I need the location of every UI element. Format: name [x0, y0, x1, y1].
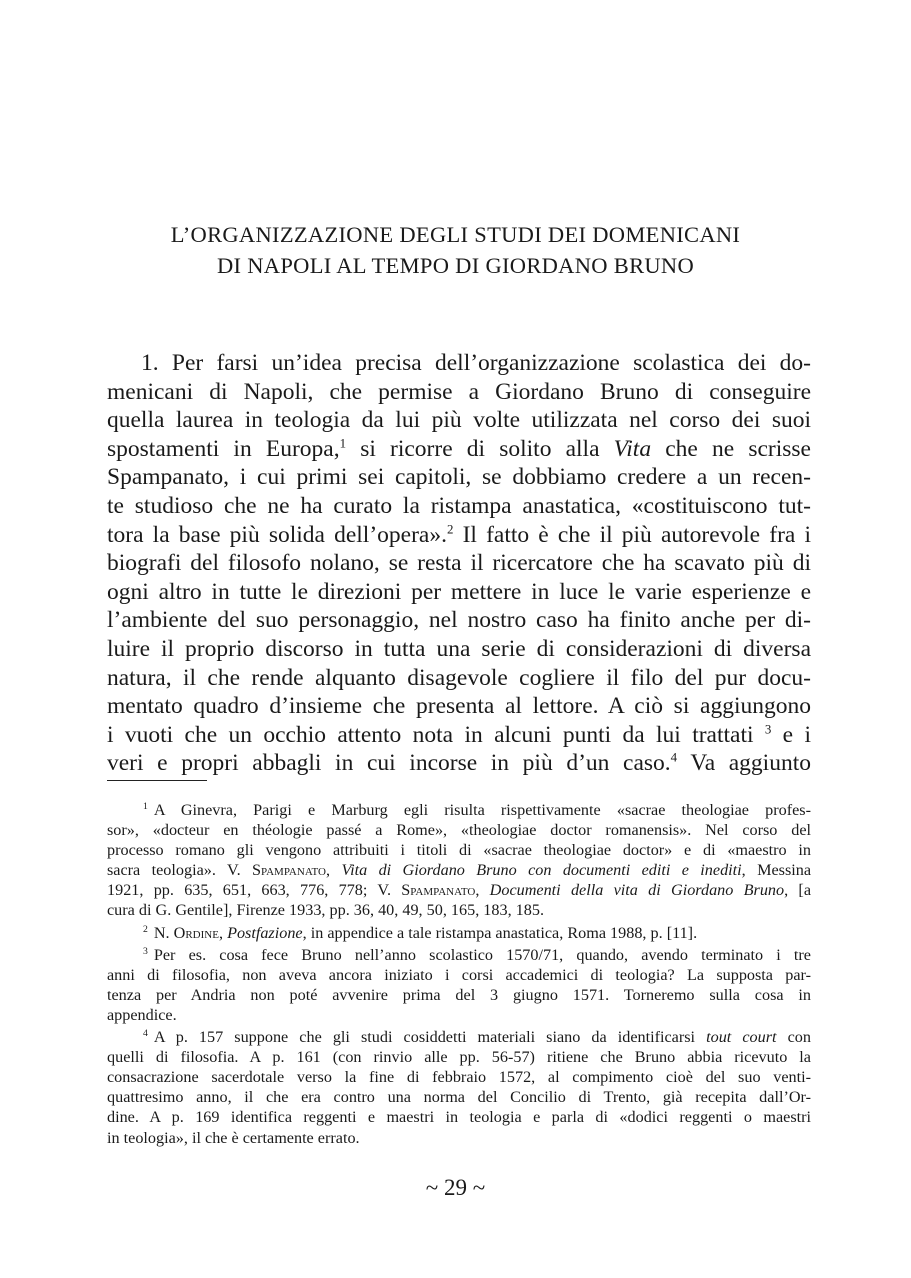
chapter-title	[100, 219, 811, 281]
footnote-line: cura di G. Gentile], Firenze 1933, pp. 36, 40, 49, 50, 165, 183, 185.	[107, 901, 544, 920]
body-line: l’ambiente del suo personaggio, nel nostro caso ha finito anche per di-	[107, 607, 811, 634]
footnote-line: quattresimo anno, il che era contro una norma del Concilio di Trento, già recepita dall’Or-	[107, 1088, 811, 1107]
page-number: ~ 29 ~	[425, 1175, 486, 1200]
body-line: ogni altro in tutte le direzioni per mettere in luce le varie esperienze e	[107, 578, 811, 605]
body-line: mentato quadro d’insieme che presenta al lettore. A ciò si aggiungono	[107, 693, 811, 720]
chapter-title-line-1: L’ORGANIZZAZIONE DEGLI STUDI DEI DOMENICANI	[170, 222, 741, 247]
footnote-line: appendice.	[107, 1005, 177, 1024]
footnote-line: processo romano gli vengono attribuiti i titoli di «sacrae theologiae doctor» e di «maestro in	[107, 841, 811, 860]
italic-text: Vita	[613, 435, 652, 462]
footnote-mark: 4	[143, 1028, 148, 1040]
footnote-line: $^1$ A Ginevra, Parigi e Marburg egli risulta rispettivamente «sacrae theologiae profes-	[143, 801, 811, 819]
italic-text: Documenti della vita di Giordano Bruno	[489, 881, 785, 900]
footnote-ref: 3	[764, 721, 772, 737]
footnote-3	[107, 945, 811, 1025]
footnote-ref: 2	[446, 521, 454, 537]
footnote-mark: 2	[143, 923, 148, 935]
italic-text: Postfazione	[227, 923, 303, 942]
footnote-ref: 1	[339, 435, 347, 451]
author-name: Spampanato	[401, 881, 476, 900]
footnote-2	[107, 923, 811, 943]
footnote-line: sor», «docteur en théologie passé a Rome», «theologiae doctor romanensis». Nel corso del	[107, 821, 811, 840]
footnote-line: 1921, pp. 635, 651, 663, 776, 778; V. Spampanato, Documenti della vita di Giordano Bruno, [a	[107, 881, 812, 900]
footnotes	[107, 800, 811, 1150]
body-line: 1. Per farsi un’idea precisa dell’organizzazione scolastica dei do-	[141, 350, 811, 376]
footnote-mark: 3	[143, 945, 148, 957]
footnote-mark: 1	[143, 801, 148, 813]
body-line: Spampanato, i cui primi sei capitoli, se dobbiamo credere a un recen-	[107, 464, 811, 491]
footnote-line: $^3$ Per es. cosa fece Bruno nell’anno scolastico 1570/71, quando, avendo terminato i tre	[143, 945, 811, 964]
footnote-line: tenza per Andria non poté avvenire prima del 3 giugno 1571. Torneremo sulla cosa in	[107, 985, 811, 1004]
body-line: quella laurea in teologia da lui più volte utilizzata nel corso dei suoi	[107, 407, 811, 434]
body-line: spostamenti in Europa,$^1$ si ricorre di solito alla Vita che ne scrisse	[107, 435, 811, 462]
footnote-separator	[107, 780, 207, 781]
footnote-line: $^2$ N. Ordine, Postfazione, in appendice a tale ristampa anastatica, Roma 1988, p. [11].	[143, 923, 698, 942]
body-paragraph	[107, 349, 811, 778]
footnote-line: in teologia», il che è certamente errato.	[107, 1128, 360, 1147]
footnote-line: dine. A p. 169 identifica reggenti e maestri in teologia e parla di «dodici reggenti o maestri	[107, 1108, 811, 1127]
author-name: Ordine	[173, 923, 219, 942]
footnote-line: anni di filosofia, non aveva ancora iniziato i corsi accademici di teologia? La supposta par-	[107, 965, 811, 984]
footnote-line: $^4$ A p. 157 suppone che gli studi cosiddetti materiali siano da identificarsi tout court con	[143, 1028, 811, 1047]
italic-text: tout court	[706, 1028, 777, 1047]
chapter-title-line-2: DI NAPOLI AL TEMPO DI GIORDANO BRUNO	[216, 253, 695, 278]
body-line: menicani di Napoli, che permise a Giordano Bruno di conseguire	[107, 378, 811, 405]
footnote-ref: 4	[670, 749, 678, 765]
body-line: natura, il che rende alquanto disagevole cogliere il filo del pur docu-	[107, 664, 811, 691]
footnote-1	[107, 800, 811, 921]
footnote-line: quelli di filosofia. A p. 161 (con rinvio alle pp. 56-57) ritiene che Bruno abbia ricevuto la	[107, 1048, 811, 1067]
body-line: tora la base più solida dell’opera».$^2$ Il fatto è che il più autorevole fra i	[107, 521, 811, 548]
body-line: biografi del filosofo nolano, se resta il ricercatore che ha scavato più di	[107, 550, 811, 577]
body-line: luire il proprio discorso in tutta una serie di considerazioni di diversa	[107, 635, 811, 662]
footnote-line: sacra teologia». V. Spampanato, Vita di Giordano Bruno con documenti editi e inediti, Messina	[107, 861, 812, 880]
footnote-line: consacrazione sacerdotale verso la fine di febbraio 1572, al compimento cioè del suo venti-	[107, 1068, 811, 1087]
body-line: veri e propri abbagli in cui incorse in più d’un caso.$^4$ Va aggiunto	[107, 749, 811, 777]
footnote-4	[107, 1027, 811, 1148]
body-line: i vuoti che un occhio attento nota in alcuni punti da lui trattati $^3$ e i	[107, 721, 811, 748]
italic-text: Vita di Giordano Bruno con documenti editi e inediti	[341, 861, 742, 880]
author-name: Spampanato	[251, 861, 327, 880]
body-line: te studioso che ne ha curato la ristampa anastatica, «costituiscono tut-	[107, 492, 811, 519]
